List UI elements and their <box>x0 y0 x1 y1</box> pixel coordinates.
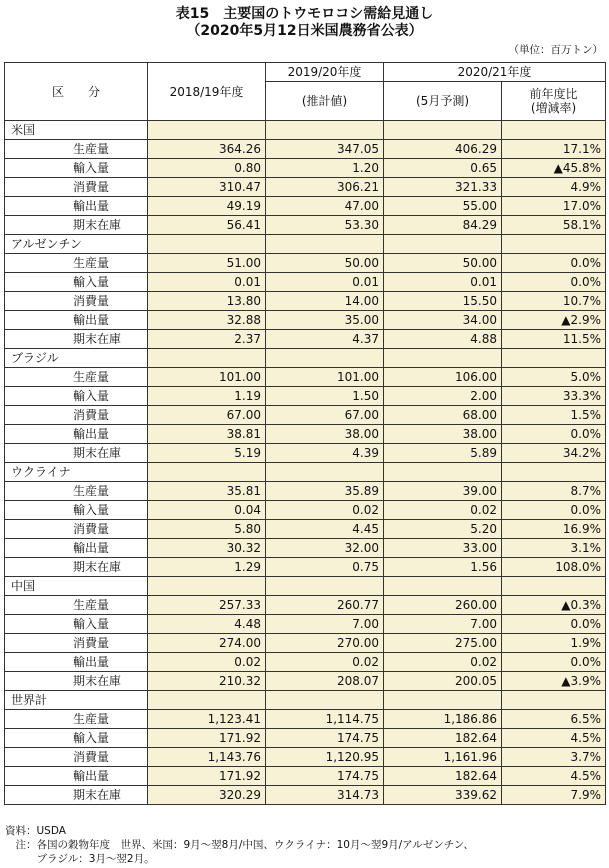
group-empty-cell <box>502 691 606 710</box>
value-cell-v2: 35.00 <box>266 311 384 330</box>
supply-demand-table <box>4 62 606 805</box>
value-cell-v4: ▲45.8% <box>502 159 606 178</box>
group-empty-cell <box>148 577 266 596</box>
value-cell-v3: 38.00 <box>384 425 502 444</box>
row-label: 生産量 <box>5 596 148 615</box>
value-cell-v3: 1.56 <box>384 558 502 577</box>
group-empty-cell <box>148 463 266 482</box>
value-cell-v3: 260.00 <box>384 596 502 615</box>
table-row <box>5 501 606 520</box>
table-row <box>5 140 606 159</box>
header-col-change <box>502 82 606 121</box>
table-row <box>5 330 606 349</box>
value-cell-v3: 275.00 <box>384 634 502 653</box>
value-cell-v4: 4.9% <box>502 178 606 197</box>
value-cell-v3: 182.64 <box>384 767 502 786</box>
group-empty-cell <box>384 121 502 140</box>
value-cell-v2: 0.75 <box>266 558 384 577</box>
value-cell-v4: 3.1% <box>502 539 606 558</box>
group-empty-cell <box>266 349 384 368</box>
group-empty-cell <box>148 349 266 368</box>
table-row <box>5 254 606 273</box>
table-row <box>5 520 606 539</box>
value-cell-v1: 49.19 <box>148 197 266 216</box>
value-cell-v3: 106.00 <box>384 368 502 387</box>
group-empty-cell <box>148 691 266 710</box>
value-cell-v4: 6.5% <box>502 710 606 729</box>
table-row <box>5 539 606 558</box>
value-cell-v1: 67.00 <box>148 406 266 425</box>
value-cell-v4: 11.5% <box>502 330 606 349</box>
value-cell-v2: 4.39 <box>266 444 384 463</box>
value-cell-v1: 51.00 <box>148 254 266 273</box>
row-label: 期末在庫 <box>5 672 148 691</box>
value-cell-v4: 0.0% <box>502 501 606 520</box>
row-label: 生産量 <box>5 482 148 501</box>
value-cell-v4: 16.9% <box>502 520 606 539</box>
value-cell-v4: 0.0% <box>502 425 606 444</box>
row-label: 期末在庫 <box>5 330 148 349</box>
value-cell-v2: 1.20 <box>266 159 384 178</box>
value-cell-v4: 108.0% <box>502 558 606 577</box>
value-cell-v2: 35.89 <box>266 482 384 501</box>
value-cell-v1: 38.81 <box>148 425 266 444</box>
row-label: 生産量 <box>5 140 148 159</box>
group-empty-cell <box>266 691 384 710</box>
row-label: 輸出量 <box>5 653 148 672</box>
group-empty-cell <box>266 121 384 140</box>
row-label: 輸入量 <box>5 501 148 520</box>
value-cell-v1: 2.37 <box>148 330 266 349</box>
value-cell-v2: 208.07 <box>266 672 384 691</box>
value-cell-v2: 53.30 <box>266 216 384 235</box>
value-cell-v4: 1.5% <box>502 406 606 425</box>
value-cell-v3: 5.89 <box>384 444 502 463</box>
value-cell-v4: 5.0% <box>502 368 606 387</box>
title-line-1: 表15 主要国のトウモロコシ需給見通し <box>175 6 434 22</box>
value-cell-v1: 1,123.41 <box>148 710 266 729</box>
value-cell-v3: 33.00 <box>384 539 502 558</box>
value-cell-v3: 15.50 <box>384 292 502 311</box>
value-cell-v3: 2.00 <box>384 387 502 406</box>
row-label: 生産量 <box>5 254 148 273</box>
group-row <box>5 463 606 482</box>
value-cell-v3: 50.00 <box>384 254 502 273</box>
row-label: 消費量 <box>5 406 148 425</box>
table-row <box>5 615 606 634</box>
value-cell-v3: 1,186.86 <box>384 710 502 729</box>
value-cell-v3: 321.33 <box>384 178 502 197</box>
value-cell-v2: 1,114.75 <box>266 710 384 729</box>
table-row <box>5 444 606 463</box>
value-cell-v2: 4.45 <box>266 520 384 539</box>
group-empty-cell <box>384 349 502 368</box>
value-cell-v3: 0.02 <box>384 501 502 520</box>
value-cell-v4: ▲3.9% <box>502 672 606 691</box>
value-cell-v3: 406.29 <box>384 140 502 159</box>
group-name: 米国 <box>5 121 148 140</box>
note-line-1: 注：各国の穀物年度 世界、米国：9月～翌8月/中国、ウクライナ：10月～翌9月/アルゼンチン、 <box>5 839 474 851</box>
table-row <box>5 311 606 330</box>
group-empty-cell <box>148 235 266 254</box>
header-col-2020-sub: (5月予測) <box>384 82 502 121</box>
value-cell-v4: 10.7% <box>502 292 606 311</box>
value-cell-v4: 0.0% <box>502 615 606 634</box>
row-label: 輸出量 <box>5 311 148 330</box>
row-label: 消費量 <box>5 748 148 767</box>
value-cell-v1: 13.80 <box>148 292 266 311</box>
table-row <box>5 748 606 767</box>
group-empty-cell <box>502 235 606 254</box>
value-cell-v3: 4.88 <box>384 330 502 349</box>
value-cell-v1: 210.32 <box>148 672 266 691</box>
value-cell-v2: 260.77 <box>266 596 384 615</box>
value-cell-v3: 0.02 <box>384 653 502 672</box>
value-cell-v4: 58.1% <box>502 216 606 235</box>
group-empty-cell <box>502 463 606 482</box>
row-label: 期末在庫 <box>5 216 148 235</box>
table-row <box>5 216 606 235</box>
title-line-2: （2020年5月12日米国農務省公表） <box>186 23 423 39</box>
value-cell-v3: 200.05 <box>384 672 502 691</box>
value-cell-v2: 4.37 <box>266 330 384 349</box>
header-kubun: 区 分 <box>5 63 148 121</box>
group-name: 世界計 <box>5 691 148 710</box>
row-label: 消費量 <box>5 292 148 311</box>
value-cell-v3: 0.65 <box>384 159 502 178</box>
value-cell-v3: 34.00 <box>384 311 502 330</box>
table-row <box>5 653 606 672</box>
value-cell-v1: 1,143.76 <box>148 748 266 767</box>
table-row <box>5 634 606 653</box>
value-cell-v3: 0.01 <box>384 273 502 292</box>
value-cell-v2: 47.00 <box>266 197 384 216</box>
value-cell-v4: 0.0% <box>502 273 606 292</box>
table-row <box>5 178 606 197</box>
row-label: 輸入量 <box>5 273 148 292</box>
value-cell-v2: 7.00 <box>266 615 384 634</box>
table-row <box>5 406 606 425</box>
value-cell-v2: 347.05 <box>266 140 384 159</box>
note-source: 資料：USDA <box>5 825 66 837</box>
group-empty-cell <box>384 463 502 482</box>
value-cell-v4: 34.2% <box>502 444 606 463</box>
table-row <box>5 482 606 501</box>
value-cell-v4: ▲2.9% <box>502 311 606 330</box>
value-cell-v3: 7.00 <box>384 615 502 634</box>
row-label: 輸入量 <box>5 387 148 406</box>
value-cell-v2: 306.21 <box>266 178 384 197</box>
group-empty-cell <box>266 235 384 254</box>
value-cell-v2: 0.01 <box>266 273 384 292</box>
table-body <box>5 121 606 805</box>
value-cell-v4: 4.5% <box>502 767 606 786</box>
header-change-line-2: (増減率) <box>530 101 577 115</box>
row-label: 消費量 <box>5 520 148 539</box>
value-cell-v2: 1.50 <box>266 387 384 406</box>
table-row <box>5 672 606 691</box>
value-cell-v1: 101.00 <box>148 368 266 387</box>
value-cell-v1: 30.32 <box>148 539 266 558</box>
row-label: 消費量 <box>5 634 148 653</box>
table-row <box>5 558 606 577</box>
group-empty-cell <box>502 121 606 140</box>
group-row <box>5 577 606 596</box>
value-cell-v1: 56.41 <box>148 216 266 235</box>
value-cell-v3: 84.29 <box>384 216 502 235</box>
value-cell-v4: 3.7% <box>502 748 606 767</box>
value-cell-v4: 33.3% <box>502 387 606 406</box>
value-cell-v1: 274.00 <box>148 634 266 653</box>
value-cell-v4: 0.0% <box>502 653 606 672</box>
group-row <box>5 691 606 710</box>
value-cell-v2: 174.75 <box>266 729 384 748</box>
header-change-line-1: 前年度比 <box>529 87 578 101</box>
value-cell-v4: 17.1% <box>502 140 606 159</box>
value-cell-v1: 364.26 <box>148 140 266 159</box>
value-cell-v2: 1,120.95 <box>266 748 384 767</box>
value-cell-v1: 310.47 <box>148 178 266 197</box>
notes <box>5 824 474 866</box>
group-name: アルゼンチン <box>5 235 148 254</box>
value-cell-v1: 171.92 <box>148 767 266 786</box>
group-empty-cell <box>384 577 502 596</box>
value-cell-v1: 257.33 <box>148 596 266 615</box>
value-cell-v1: 5.19 <box>148 444 266 463</box>
value-cell-v1: 0.80 <box>148 159 266 178</box>
value-cell-v2: 314.73 <box>266 786 384 805</box>
value-cell-v1: 35.81 <box>148 482 266 501</box>
value-cell-v3: 5.20 <box>384 520 502 539</box>
value-cell-v4: 7.9% <box>502 786 606 805</box>
value-cell-v2: 32.00 <box>266 539 384 558</box>
value-cell-v2: 270.00 <box>266 634 384 653</box>
note-line-2: ブラジル：3月～翌2月。 <box>5 853 155 865</box>
value-cell-v2: 174.75 <box>266 767 384 786</box>
group-empty-cell <box>502 577 606 596</box>
header-col-2020-group: 2020/21年度 <box>384 63 606 82</box>
table-row <box>5 292 606 311</box>
header-col-2019-sub: (推計値) <box>266 82 384 121</box>
value-cell-v1: 4.48 <box>148 615 266 634</box>
unit-note: （単位：百万トン） <box>508 44 603 56</box>
value-cell-v1: 32.88 <box>148 311 266 330</box>
header-col-2019-group: 2019/20年度 <box>266 63 384 82</box>
group-empty-cell <box>384 691 502 710</box>
group-row <box>5 121 606 140</box>
header-col-2018: 2018/19年度 <box>148 63 266 121</box>
group-row <box>5 349 606 368</box>
value-cell-v3: 55.00 <box>384 197 502 216</box>
table-row <box>5 596 606 615</box>
group-empty-cell <box>148 121 266 140</box>
value-cell-v3: 39.00 <box>384 482 502 501</box>
value-cell-v2: 0.02 <box>266 501 384 520</box>
value-cell-v1: 320.29 <box>148 786 266 805</box>
table-row <box>5 425 606 444</box>
row-label: 期末在庫 <box>5 444 148 463</box>
table-row <box>5 197 606 216</box>
value-cell-v4: 4.5% <box>502 729 606 748</box>
row-label: 輸出量 <box>5 539 148 558</box>
value-cell-v2: 101.00 <box>266 368 384 387</box>
value-cell-v1: 5.80 <box>148 520 266 539</box>
group-empty-cell <box>266 577 384 596</box>
value-cell-v2: 67.00 <box>266 406 384 425</box>
table-row <box>5 710 606 729</box>
header-change-label <box>506 87 601 115</box>
value-cell-v2: 0.02 <box>266 653 384 672</box>
group-empty-cell <box>502 349 606 368</box>
table-row <box>5 273 606 292</box>
value-cell-v1: 0.01 <box>148 273 266 292</box>
row-label: 期末在庫 <box>5 558 148 577</box>
value-cell-v1: 1.19 <box>148 387 266 406</box>
group-row <box>5 235 606 254</box>
row-label: 期末在庫 <box>5 786 148 805</box>
value-cell-v4: 8.7% <box>502 482 606 501</box>
value-cell-v1: 0.02 <box>148 653 266 672</box>
table-row <box>5 786 606 805</box>
value-cell-v4: ▲0.3% <box>502 596 606 615</box>
group-name: ウクライナ <box>5 463 148 482</box>
group-name: ブラジル <box>5 349 148 368</box>
value-cell-v1: 1.29 <box>148 558 266 577</box>
value-cell-v2: 50.00 <box>266 254 384 273</box>
row-label: 生産量 <box>5 368 148 387</box>
value-cell-v2: 38.00 <box>266 425 384 444</box>
row-label: 輸入量 <box>5 615 148 634</box>
row-label: 輸出量 <box>5 767 148 786</box>
value-cell-v4: 1.9% <box>502 634 606 653</box>
table-row <box>5 767 606 786</box>
value-cell-v1: 171.92 <box>148 729 266 748</box>
row-label: 輸入量 <box>5 729 148 748</box>
table-row <box>5 729 606 748</box>
group-empty-cell <box>266 463 384 482</box>
row-label: 輸出量 <box>5 197 148 216</box>
value-cell-v3: 1,161.96 <box>384 748 502 767</box>
value-cell-v2: 14.00 <box>266 292 384 311</box>
row-label: 生産量 <box>5 710 148 729</box>
value-cell-v3: 339.62 <box>384 786 502 805</box>
value-cell-v3: 68.00 <box>384 406 502 425</box>
group-empty-cell <box>384 235 502 254</box>
table-row <box>5 387 606 406</box>
row-label: 輸出量 <box>5 425 148 444</box>
value-cell-v3: 182.64 <box>384 729 502 748</box>
row-label: 輸入量 <box>5 159 148 178</box>
value-cell-v4: 0.0% <box>502 254 606 273</box>
value-cell-v4: 17.0% <box>502 197 606 216</box>
row-label: 消費量 <box>5 178 148 197</box>
group-name: 中国 <box>5 577 148 596</box>
table-row <box>5 159 606 178</box>
table-row <box>5 368 606 387</box>
value-cell-v1: 0.04 <box>148 501 266 520</box>
